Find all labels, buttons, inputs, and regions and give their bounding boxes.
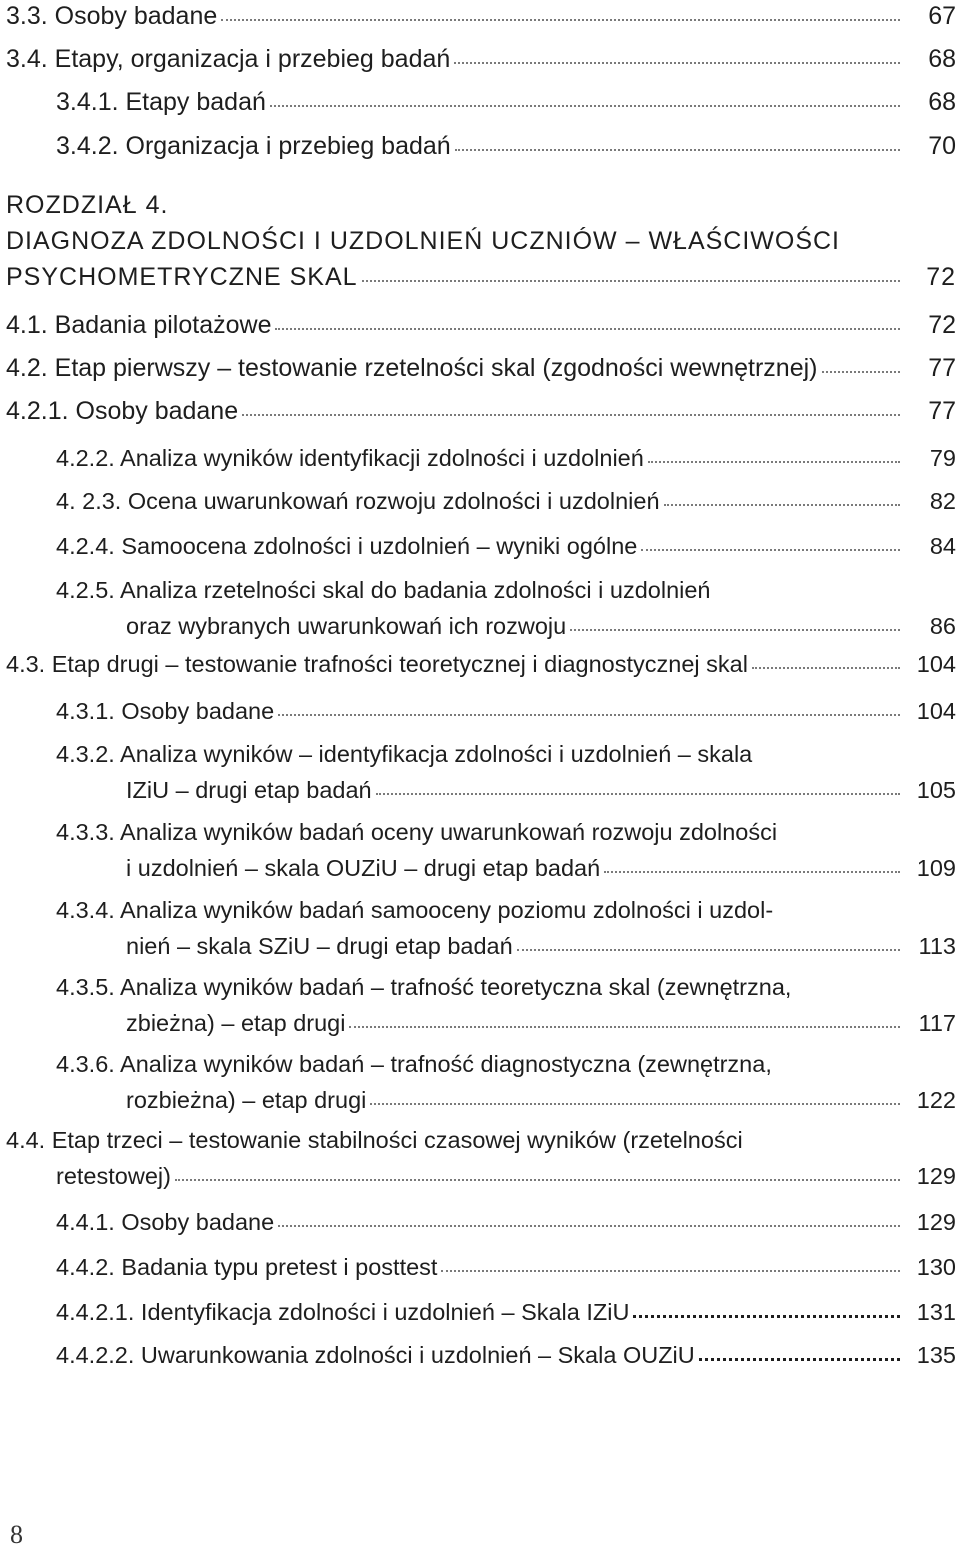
toc-entry-title-line2: zbieżna) – etap drugi — [126, 1010, 346, 1036]
dot-leader — [633, 1314, 900, 1318]
toc-entry-title-line1: 4.3.4. Analiza wyników badań samooceny poziomu zdolności i uzdol- — [56, 897, 774, 923]
toc-entry-4-4-2-2 — [56, 1337, 956, 1373]
toc-page-number: 113 — [918, 933, 956, 959]
toc-entry-title: 4.3.1. Osoby badane — [56, 698, 275, 724]
dot-leader — [664, 503, 900, 506]
toc-entry-4-2-5 — [56, 572, 956, 644]
dot-leader — [455, 148, 900, 151]
toc-entry-title-line2: nień – skala SZiU – drugi etap badań — [126, 933, 513, 959]
toc-entry-title-line1: 4.4. Etap trzeci – testowanie stabilności czasowej wyników (rzetelności — [6, 1127, 743, 1153]
toc-entry-4-4 — [6, 1122, 956, 1194]
toc-entry-title: 3.4.2. Organizacja i przebieg badań — [56, 132, 451, 160]
toc-page-number: 135 — [916, 1342, 956, 1368]
toc-page-number: 77 — [928, 397, 956, 425]
toc-page-number: 77 — [928, 354, 956, 382]
toc-entry-4-1 — [6, 307, 956, 343]
dot-leader — [376, 792, 900, 795]
toc-entry-title: 4.3. Etap drugi – testowanie trafności teoretycznej i diagnostycznej skal — [6, 651, 748, 677]
toc-page-number: 68 — [928, 45, 956, 73]
chapter-title-line2: PSYCHOMETRYCZNE SKAL — [6, 263, 358, 291]
toc-page-number: 129 — [916, 1209, 956, 1235]
dot-leader — [570, 628, 900, 631]
toc-entry-title: 4.4.2.2. Uwarunkowania zdolności i uzdolnień – Skala OUZiU — [56, 1342, 695, 1368]
toc-page-number: 117 — [918, 1010, 956, 1036]
dot-leader — [175, 1178, 900, 1181]
page-number-footer: 8 — [10, 1520, 23, 1549]
toc-page-number: 86 — [929, 613, 956, 639]
toc-entry-title: 4.1. Badania pilotażowe — [6, 311, 272, 339]
toc-entry-4-2-4 — [56, 528, 956, 564]
dot-leader — [752, 666, 900, 669]
toc-entry-3-4 — [6, 41, 956, 77]
toc-page-number: 79 — [929, 445, 956, 471]
dot-leader — [441, 1269, 900, 1272]
toc-entry-4-2 — [6, 350, 956, 386]
toc-page-number: 109 — [916, 855, 956, 881]
toc-chapter-4 — [6, 187, 956, 295]
toc-entry-title: 4.4.1. Osoby badane — [56, 1209, 275, 1235]
dot-leader — [278, 1224, 900, 1227]
toc-entry-4-2-1 — [6, 393, 956, 429]
toc-entry-title-line2: IZiU – drugi etap badań — [126, 777, 372, 803]
toc-entry-title: 4. 2.3. Ocena uwarunkowań rozwoju zdolności i uzdolnień — [56, 488, 660, 514]
toc-page-number: 105 — [916, 777, 956, 803]
toc-entry-title: 4.2. Etap pierwszy – testowanie rzetelności skal (zgodności wewnętrznej) — [6, 354, 818, 382]
toc-page-number: 72 — [928, 311, 956, 339]
dot-leader — [270, 104, 900, 107]
toc-page-number: 67 — [928, 2, 956, 30]
toc-page-number: 104 — [916, 698, 956, 724]
toc-entry-4-3-4 — [56, 892, 956, 964]
toc-entry-4-3-1 — [56, 693, 956, 729]
dot-leader — [648, 460, 900, 463]
toc-page-number: 104 — [916, 651, 956, 677]
toc-entry-title-line1: 4.2.5. Analiza rzetelności skal do badania zdolności i uzdolnień — [56, 577, 711, 603]
toc-page-number: 68 — [928, 88, 956, 116]
toc-entry-title: 3.4.1. Etapy badań — [56, 88, 266, 116]
toc-page-number: 84 — [929, 533, 956, 559]
toc-page-number: 70 — [928, 132, 956, 160]
toc-entry-4-3-6 — [56, 1046, 956, 1118]
toc-entry-title-line2: retestowej) — [56, 1163, 171, 1189]
toc-entry-4-3-3 — [56, 814, 956, 886]
toc-entry-title: 4.2.1. Osoby badane — [6, 397, 239, 425]
toc-entry-4-4-2-1 — [56, 1294, 956, 1330]
dot-leader — [278, 713, 900, 716]
toc-entry-title-line1: 4.3.2. Analiza wyników – identyfikacja zdolności i uzdolnień – skala — [56, 741, 753, 767]
toc-entry-title: 4.2.2. Analiza wyników identyfikacji zdolności i uzdolnień — [56, 445, 644, 471]
toc-entry-title-line2: oraz wybranych uwarunkowań ich rozwoju — [126, 613, 567, 639]
chapter-label: ROZDZIAŁ 4. — [6, 191, 169, 219]
dot-leader — [370, 1102, 900, 1105]
dot-leader — [242, 413, 900, 416]
toc-page-number: 122 — [916, 1087, 956, 1113]
toc-entry-4-2-2 — [56, 440, 956, 476]
toc-entry-title-line2: i uzdolnień – skala OUZiU – drugi etap badań — [126, 855, 601, 881]
toc-entry-title: 4.2.4. Samoocena zdolności i uzdolnień – wyniki ogólne — [56, 533, 638, 559]
toc-entry-title: 3.4. Etapy, organizacja i przebieg badań — [6, 45, 451, 73]
chapter-title-line1: DIAGNOZA ZDOLNOŚCI I UZDOLNIEŃ UCZNIÓW – WŁAŚCIWOŚCI — [6, 227, 841, 255]
toc-page-number: 130 — [916, 1254, 956, 1280]
dot-leader — [641, 548, 900, 551]
dot-leader — [362, 279, 900, 282]
toc-entry-4-4-1 — [56, 1204, 956, 1240]
dot-leader — [221, 18, 900, 21]
toc-entry-title-line1: 4.3.6. Analiza wyników badań – trafność diagnostyczna (zewnętrzna, — [56, 1051, 772, 1077]
dot-leader — [822, 370, 901, 373]
toc-entry-title-line1: 4.3.3. Analiza wyników badań oceny uwarunkowań rozwoju zdolności — [56, 819, 778, 845]
dot-leader — [349, 1025, 900, 1028]
toc-page-number: 129 — [916, 1163, 956, 1189]
dot-leader — [517, 948, 900, 951]
dot-leader — [604, 870, 900, 873]
toc-entry-4-2-3 — [56, 483, 956, 519]
toc-entry-title-line1: 4.3.5. Analiza wyników badań – trafność teoretyczna skal (zewnętrzna, — [56, 974, 792, 1000]
toc-entry-3-4-2 — [56, 128, 956, 164]
toc-page-number: 72 — [926, 263, 956, 291]
toc-entry-3-3 — [6, 0, 956, 34]
toc-entry-4-3 — [6, 646, 956, 682]
toc-entry-4-4-2 — [56, 1249, 956, 1285]
toc-entry-4-3-2 — [56, 736, 956, 808]
toc-entry-4-3-5 — [56, 969, 956, 1041]
dot-leader — [454, 61, 900, 64]
toc-page-number: 82 — [929, 488, 956, 514]
dot-leader — [699, 1357, 900, 1361]
toc-entry-3-4-1 — [56, 84, 956, 120]
toc-page-number: 131 — [916, 1299, 956, 1325]
toc-entry-title: 4.4.2. Badania typu pretest i posttest — [56, 1254, 438, 1280]
toc-entry-title-line2: rozbieżna) – etap drugi — [126, 1087, 367, 1113]
toc-entry-title: 3.3. Osoby badane — [6, 2, 218, 30]
dot-leader — [275, 327, 900, 330]
toc-entry-title: 4.4.2.1. Identyfikacja zdolności i uzdolnień – Skala IZiU — [56, 1299, 630, 1325]
